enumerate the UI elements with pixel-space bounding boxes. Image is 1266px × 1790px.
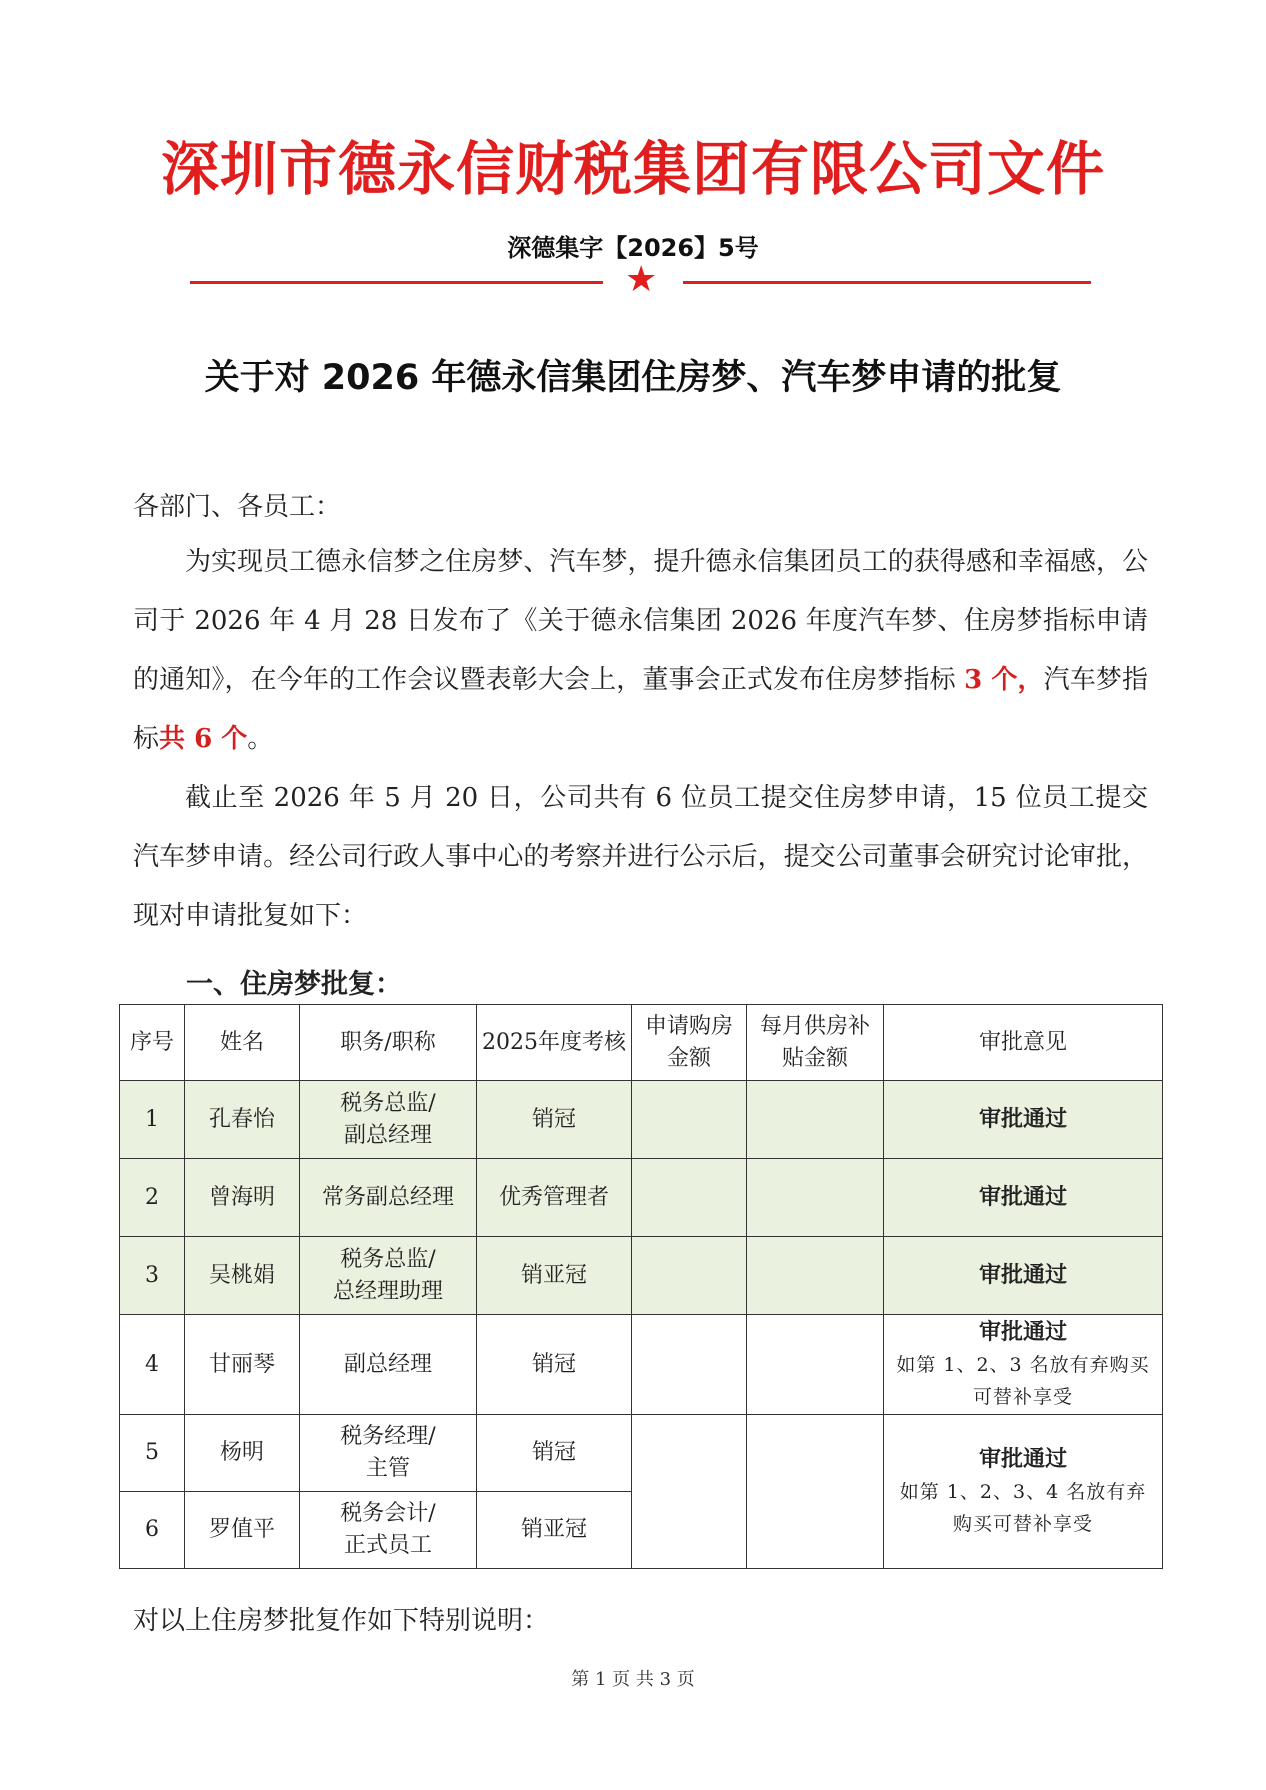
cell-position [300,1492,477,1569]
cell-assessment: 销冠 [477,1415,632,1492]
opinion-note-line-2: 购买可替补享受 [952,1512,1093,1535]
cell-assessment: 销冠 [477,1081,632,1159]
cell-monthly-subsidy [747,1081,884,1159]
opinion-approved: 审批通过 [978,1319,1067,1345]
cell-seq: 1 [120,1081,185,1159]
cell-monthly-subsidy [747,1315,884,1415]
cell-seq: 2 [120,1159,185,1237]
cell-monthly-subsidy [747,1237,884,1315]
cell-position: 常务副总经理 [300,1159,477,1237]
cell-purchase-amount [632,1159,747,1237]
cell-purchase-amount [632,1081,747,1159]
cell-opinion: 审批通过 [884,1081,1163,1159]
cell-seq: 4 [120,1315,185,1415]
position-line-1: 税务总监/ [340,1090,436,1116]
cell-position [300,1237,477,1315]
cell-opinion [884,1315,1163,1415]
cell-monthly-subsidy [747,1159,884,1237]
page-footer: 第 1 页 共 3 页 [571,1669,695,1690]
cell-opinion: 审批通过 [884,1237,1163,1315]
document-subject: 关于对 2026 年德永信集团住房梦、汽车梦申请的批复 [204,358,1062,398]
cell-seq: 5 [120,1415,185,1492]
table-header-row [120,1005,1163,1081]
header-purchase-amount: 申请购房金额 [632,1005,747,1081]
cell-name: 孔春怡 [185,1081,300,1159]
cell-name: 杨明 [185,1415,300,1492]
position-line-1: 税务总监/ [340,1246,436,1272]
position-line-2: 总经理助理 [332,1278,443,1304]
star-icon: ★ [625,259,658,300]
header-monthly-subsidy: 每月供房补贴金额 [747,1005,884,1081]
cell-name: 甘丽琴 [185,1315,300,1415]
car-quota-highlight: 共 6 个 [159,724,248,754]
paragraph-intro [133,533,1148,769]
closing-note: 对以上住房梦批复作如下特别说明： [133,1606,550,1636]
opinion-note-line-1: 如第 1、2、3、4 名放有弃 [899,1480,1147,1503]
cell-name: 吴桃娟 [185,1237,300,1315]
table-row [120,1081,1163,1159]
table-row [120,1415,1163,1492]
cell-purchase-amount [632,1415,747,1569]
header-seq: 序号 [120,1005,185,1081]
cell-purchase-amount [632,1315,747,1415]
document-title: 深圳市德永信财税集团有限公司文件 [160,135,1105,203]
cell-assessment: 优秀管理者 [477,1159,632,1237]
position-line-2: 主管 [365,1456,410,1481]
paragraph-intro-text-b: 汽车梦指标 [133,665,1148,754]
opinion-note-line-1: 如第 1、2、3 名放有弃购买 [896,1353,1150,1376]
cell-assessment: 销亚冠 [477,1492,632,1569]
cell-opinion: 审批通过 [884,1159,1163,1237]
paragraph-intro-text-c: 。 [247,724,274,754]
position-line-2: 正式员工 [343,1533,432,1558]
position-line-1: 税务经理/ [340,1424,436,1449]
cell-name: 罗值平 [185,1492,300,1569]
housing-approval-table [119,1004,1163,1569]
cell-purchase-amount [632,1237,747,1315]
housing-quota-highlight: 3 个， [964,665,1044,695]
cell-seq: 3 [120,1237,185,1315]
cell-position: 副总经理 [300,1315,477,1415]
cell-monthly-subsidy [747,1415,884,1569]
table-row [120,1237,1163,1315]
cell-assessment: 销冠 [477,1315,632,1415]
position-line-2: 副总经理 [343,1122,432,1148]
document-number: 深德集字【2026】5号 [507,234,759,262]
opinion-note-line-2: 可替补享受 [972,1385,1073,1408]
position-line-1: 税务会计/ [340,1501,436,1526]
cell-name: 曾海明 [185,1159,300,1237]
table-row [120,1315,1163,1415]
cell-seq: 6 [120,1492,185,1569]
header-assessment: 2025年度考核 [477,1005,632,1081]
opinion-approved: 审批通过 [978,1446,1067,1472]
header-opinion: 审批意见 [884,1005,1163,1081]
red-divider-right [683,281,1091,284]
section-heading-housing: 一、住房梦批复： [186,969,402,1000]
cell-assessment: 销亚冠 [477,1237,632,1315]
header-name: 姓名 [185,1005,300,1081]
red-divider-left [190,281,603,284]
table-row [120,1159,1163,1237]
header-position: 职务/职称 [300,1005,477,1081]
paragraph-status: 截止至 2026 年 5 月 20 日，公司共有 6 位员工提交住房梦申请，15 位员工提交汽车梦申请。经公司行政人事中心的考察并进行公示后，提交公司董事会研究讨论审批，现对申请批复如下： [133,783,1148,931]
cell-position [300,1415,477,1492]
salutation: 各部门、各员工： [133,492,342,522]
paragraph-intro-text-a: 为实现员工德永信梦之住房梦、汽车梦，提升德永信集团员工的获得感和幸福感，公司于 2026 年 4 月 28 日发布了《关于德永信集团 2026 年度汽车梦、住房梦指标申请的通知》，在今年的工作会议暨表彰大会上，董事会正式发布住房梦指标 [133,547,1148,695]
cell-opinion [884,1415,1163,1569]
cell-position [300,1081,477,1159]
